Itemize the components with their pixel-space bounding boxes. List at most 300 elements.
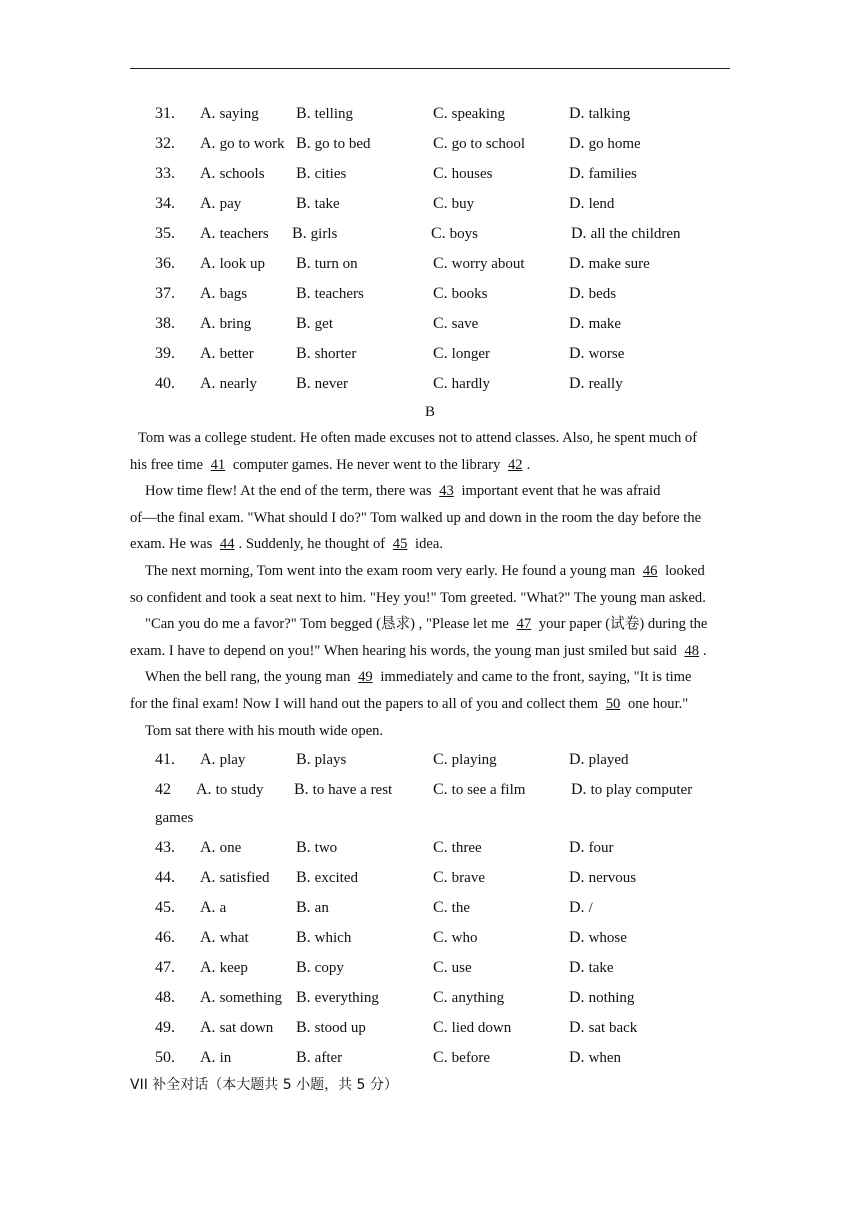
option-letter: A. xyxy=(200,165,216,182)
option-letter: A. xyxy=(200,255,216,272)
option-text: talking xyxy=(588,106,631,122)
option-letter: B. xyxy=(296,869,311,886)
option-text: three xyxy=(451,840,482,856)
option-b xyxy=(296,345,356,363)
question-number: 32. xyxy=(155,135,175,152)
option-letter: C. xyxy=(433,195,448,212)
option-text: longer xyxy=(451,346,490,362)
option-letter: B. xyxy=(292,225,307,242)
option-a xyxy=(200,315,251,333)
blank-43: 43 xyxy=(439,483,454,500)
question-number: 48. xyxy=(155,989,175,1006)
question-number: 38. xyxy=(155,315,175,332)
option-text: to have a rest xyxy=(312,782,393,798)
option-letter: D. xyxy=(571,781,587,798)
option-a xyxy=(200,165,265,183)
question-row xyxy=(0,255,860,281)
question-number: 49. xyxy=(155,1019,175,1036)
option-a xyxy=(200,195,241,213)
question-number: 34. xyxy=(155,195,175,212)
question-number: 36. xyxy=(155,255,175,272)
option-d xyxy=(571,781,692,799)
option-letter: B. xyxy=(296,929,311,946)
option-d xyxy=(569,375,623,393)
option-letter: C. xyxy=(433,781,448,798)
option-letter: D. xyxy=(569,839,585,856)
option-text: / xyxy=(588,900,593,916)
option-text: nervous xyxy=(588,870,637,886)
question-row xyxy=(0,345,860,371)
question-number: 50. xyxy=(155,1049,175,1066)
question-number: 44. xyxy=(155,869,175,886)
question-number: 41. xyxy=(155,751,175,768)
option-text: make xyxy=(588,316,622,332)
q42-option-wrap: games xyxy=(155,810,194,826)
question-row xyxy=(0,375,860,401)
question-number: 33. xyxy=(155,165,175,182)
option-letter: A. xyxy=(200,899,216,916)
option-text: go to bed xyxy=(314,136,371,152)
blank-50: 50 xyxy=(605,695,621,712)
passage-line: Tom was a college student. He often made excuses not to attend classes. Also, he spent much of xyxy=(138,430,698,446)
blank-47: 47 xyxy=(516,616,532,633)
option-letter: B. xyxy=(296,105,311,122)
option-text: never xyxy=(314,376,348,392)
option-b xyxy=(296,899,329,917)
option-letter: D. xyxy=(569,105,585,122)
question-number: 42 xyxy=(155,781,171,798)
option-letter: B. xyxy=(296,899,311,916)
option-letter: D. xyxy=(569,285,585,302)
question-number: 43. xyxy=(155,839,175,856)
question-row xyxy=(0,869,860,895)
option-text: to play computer xyxy=(590,782,693,798)
question-number: 39. xyxy=(155,345,175,362)
option-b xyxy=(296,375,348,393)
option-text: everything xyxy=(314,990,379,1006)
question-number: 46. xyxy=(155,929,175,946)
option-text: nothing xyxy=(588,990,635,1006)
option-letter: B. xyxy=(296,135,311,152)
option-letter: C. xyxy=(433,899,448,916)
option-d xyxy=(569,105,630,123)
header-rule xyxy=(130,68,730,69)
option-text: teachers xyxy=(219,226,269,242)
option-letter: A. xyxy=(200,959,216,976)
option-d xyxy=(569,165,637,183)
option-text: get xyxy=(314,316,333,332)
option-text: who xyxy=(451,930,478,946)
option-c xyxy=(433,899,470,917)
option-text: cities xyxy=(314,166,347,182)
option-text: shorter xyxy=(314,346,357,362)
option-letter: B. xyxy=(296,165,311,182)
passage-line: so confident and took a seat next to him. "Hey you!" Tom greeted. "What?" The young man asked. xyxy=(130,589,706,606)
option-b xyxy=(292,225,337,243)
option-d xyxy=(569,959,614,977)
option-d xyxy=(569,285,616,303)
option-c xyxy=(433,839,482,857)
option-text: worry about xyxy=(451,256,525,272)
option-letter: B. xyxy=(296,1049,311,1066)
option-a xyxy=(200,225,269,243)
option-text: go to school xyxy=(451,136,526,152)
question-number: 35. xyxy=(155,225,175,242)
option-text: look up xyxy=(219,256,265,272)
option-letter: C. xyxy=(433,1019,448,1036)
option-d xyxy=(569,899,593,917)
option-letter: A. xyxy=(200,225,216,242)
option-letter: D. xyxy=(569,929,585,946)
option-a xyxy=(200,899,226,917)
question-row xyxy=(0,1049,860,1075)
option-a xyxy=(200,105,259,123)
option-a xyxy=(200,1019,273,1037)
option-letter: C. xyxy=(433,929,448,946)
option-letter: A. xyxy=(200,929,216,946)
option-c xyxy=(433,315,478,333)
option-text: an xyxy=(314,900,329,916)
option-b xyxy=(296,1019,366,1037)
option-text: turn on xyxy=(314,256,358,272)
option-c xyxy=(433,135,525,153)
option-text: schools xyxy=(219,166,265,182)
option-letter: D. xyxy=(569,989,585,1006)
option-text: buy xyxy=(451,196,475,212)
option-text: what xyxy=(219,930,249,946)
option-letter: B. xyxy=(296,1019,311,1036)
option-text: anything xyxy=(451,990,505,1006)
option-letter: A. xyxy=(200,869,216,886)
option-d xyxy=(569,929,627,947)
option-b xyxy=(296,959,344,977)
option-letter: D. xyxy=(569,255,585,272)
question-number: 45. xyxy=(155,899,175,916)
option-letter: B. xyxy=(294,781,309,798)
option-letter: D. xyxy=(571,225,587,242)
option-c xyxy=(433,285,488,303)
option-text: all the children xyxy=(590,226,681,242)
option-text: nearly xyxy=(219,376,258,392)
option-text: playing xyxy=(451,752,497,768)
option-letter: C. xyxy=(433,105,448,122)
option-text: the xyxy=(451,900,470,916)
option-letter: A. xyxy=(200,135,216,152)
option-text: stood up xyxy=(314,1020,366,1036)
option-text: go home xyxy=(588,136,641,152)
option-text: copy xyxy=(314,960,344,976)
option-d xyxy=(569,255,650,273)
question-row xyxy=(0,1019,860,1045)
option-text: girls xyxy=(310,226,338,242)
option-b xyxy=(296,839,337,857)
option-letter: A. xyxy=(200,989,216,1006)
option-text: houses xyxy=(451,166,493,182)
option-letter: B. xyxy=(296,315,311,332)
question-row xyxy=(0,751,860,777)
option-letter: A. xyxy=(200,285,216,302)
option-b xyxy=(296,105,353,123)
passage-line: The next morning, Tom went into the exam room very early. He found a young man 46 looked xyxy=(145,558,735,585)
option-b xyxy=(294,781,392,799)
option-a xyxy=(200,1049,231,1067)
option-text: worse xyxy=(588,346,625,362)
option-text: before xyxy=(451,1050,490,1066)
option-letter: A. xyxy=(200,839,216,856)
passage-line: exam. I have to depend on you!" When hearing his words, the young man just smiled but said 48 . xyxy=(130,638,735,665)
option-letter: D. xyxy=(569,751,585,768)
question-row xyxy=(0,105,860,131)
option-text: play xyxy=(219,752,246,768)
option-letter: C. xyxy=(433,1049,448,1066)
option-c xyxy=(431,225,478,243)
option-letter: B. xyxy=(296,751,311,768)
option-c xyxy=(433,751,497,769)
option-a xyxy=(200,255,265,273)
option-text: satisfied xyxy=(219,870,270,886)
question-row xyxy=(0,195,860,221)
passage-line: How time flew! At the end of the term, there was 43 important event that he was afraid xyxy=(145,478,735,505)
option-letter: A. xyxy=(200,195,216,212)
option-letter: A. xyxy=(200,315,216,332)
option-letter: A. xyxy=(200,751,216,768)
option-letter: C. xyxy=(433,751,448,768)
passage-line: exam. He was 44 . Suddenly, he thought of 45 idea. xyxy=(130,531,735,558)
question-number: 31. xyxy=(155,105,175,122)
option-c xyxy=(433,165,493,183)
option-text: make sure xyxy=(588,256,650,272)
option-b xyxy=(296,929,351,947)
option-letter: A. xyxy=(200,105,216,122)
option-d xyxy=(569,869,636,887)
blank-48: 48 xyxy=(684,642,700,659)
option-d xyxy=(569,345,624,363)
option-text: boys xyxy=(449,226,479,242)
question-row xyxy=(0,225,860,251)
blank-46: 46 xyxy=(642,562,658,579)
option-b xyxy=(296,255,358,273)
option-a xyxy=(196,781,264,799)
option-letter: A. xyxy=(200,1049,216,1066)
option-letter: D. xyxy=(569,195,585,212)
blank-42: 42 xyxy=(507,456,523,473)
option-text: bags xyxy=(219,286,248,302)
option-c xyxy=(433,195,474,213)
section-vii-heading: VII 补全对话（本大题共 5 小题，共 5 分） xyxy=(130,1077,398,1093)
option-text: keep xyxy=(219,960,248,976)
passage-line: Tom sat there with his mouth wide open. xyxy=(145,722,384,739)
option-c xyxy=(433,345,490,363)
option-a xyxy=(200,839,241,857)
option-letter: D. xyxy=(569,1019,585,1036)
option-text: saying xyxy=(219,106,259,122)
option-text: four xyxy=(588,840,614,856)
option-text: a xyxy=(219,900,227,916)
option-text: when xyxy=(588,1050,622,1066)
option-text: sat back xyxy=(588,1020,638,1036)
blank-45: 45 xyxy=(392,536,408,553)
passage-line: "Can you do me a favor?" Tom begged (恳求) , "Please let me 47 your paper (试卷) during the xyxy=(145,611,735,638)
option-text: sat down xyxy=(219,1020,274,1036)
option-letter: A. xyxy=(200,375,216,392)
option-text: lend xyxy=(588,196,615,212)
option-d xyxy=(569,195,614,213)
blank-44: 44 xyxy=(219,536,235,553)
option-b xyxy=(296,285,364,303)
option-c xyxy=(433,105,505,123)
option-text: take xyxy=(314,196,340,212)
option-letter: B. xyxy=(296,375,311,392)
question-row xyxy=(0,839,860,865)
option-b xyxy=(296,989,379,1007)
question-row xyxy=(0,989,860,1015)
option-text: played xyxy=(588,752,629,768)
option-a xyxy=(200,751,245,769)
blank-49: 49 xyxy=(358,669,373,686)
option-letter: C. xyxy=(433,285,448,302)
option-letter: C. xyxy=(431,225,446,242)
option-letter: C. xyxy=(433,839,448,856)
option-c xyxy=(433,255,525,273)
option-letter: B. xyxy=(296,959,311,976)
passage-line: his free time 41 computer games. He never went to the library 42 . xyxy=(130,452,735,479)
option-text: better xyxy=(219,346,254,362)
option-letter: C. xyxy=(433,375,448,392)
option-text: books xyxy=(451,286,488,302)
option-letter: D. xyxy=(569,959,585,976)
option-text: speaking xyxy=(451,106,505,122)
option-c xyxy=(433,869,485,887)
option-text: beds xyxy=(588,286,617,302)
option-letter: C. xyxy=(433,255,448,272)
option-a xyxy=(200,929,249,947)
question-row xyxy=(0,165,860,191)
option-text: to study xyxy=(215,782,264,798)
option-d xyxy=(569,1019,637,1037)
option-a xyxy=(200,285,247,303)
option-text: pay xyxy=(219,196,242,212)
option-d xyxy=(569,989,634,1007)
option-b xyxy=(296,751,346,769)
option-letter: B. xyxy=(296,989,311,1006)
option-text: telling xyxy=(314,106,353,122)
option-d xyxy=(569,839,614,857)
section-heading-b: B xyxy=(424,404,435,420)
question-number: 40. xyxy=(155,375,175,392)
option-b xyxy=(296,315,333,333)
option-letter: D. xyxy=(569,869,585,886)
option-text: excited xyxy=(314,870,358,886)
option-a xyxy=(200,375,257,393)
option-c xyxy=(433,781,525,799)
option-a xyxy=(200,959,248,977)
question-row xyxy=(0,135,860,161)
option-letter: B. xyxy=(296,255,311,272)
option-letter: A. xyxy=(200,1019,216,1036)
option-letter: C. xyxy=(433,135,448,152)
option-letter: D. xyxy=(569,375,585,392)
option-a xyxy=(200,135,285,153)
option-text: teachers xyxy=(314,286,364,302)
option-text: hardly xyxy=(451,376,490,392)
option-letter: D. xyxy=(569,135,585,152)
question-row xyxy=(0,285,860,311)
option-text: whose xyxy=(588,930,627,946)
option-text: save xyxy=(451,316,479,332)
option-d xyxy=(569,135,641,153)
option-text: plays xyxy=(314,752,347,768)
option-b xyxy=(296,195,340,213)
option-text: something xyxy=(219,990,283,1006)
option-letter: B. xyxy=(296,285,311,302)
option-a xyxy=(200,345,254,363)
option-letter: D. xyxy=(569,315,585,332)
option-text: use xyxy=(451,960,472,976)
option-letter: D. xyxy=(569,899,585,916)
option-letter: C. xyxy=(433,959,448,976)
question-number: 47. xyxy=(155,959,175,976)
option-letter: B. xyxy=(296,195,311,212)
question-row xyxy=(0,899,860,925)
option-a xyxy=(200,869,270,887)
passage-line: for the final exam! Now I will hand out the papers to all of you and collect them 50 one hour." xyxy=(130,691,735,718)
option-b xyxy=(296,869,358,887)
option-d xyxy=(569,1049,621,1067)
option-text: brave xyxy=(451,870,485,886)
option-c xyxy=(433,959,472,977)
option-letter: B. xyxy=(296,839,311,856)
option-text: lied down xyxy=(451,1020,512,1036)
option-c xyxy=(433,1019,511,1037)
option-letter: D. xyxy=(569,165,585,182)
option-letter: C. xyxy=(433,345,448,362)
option-text: really xyxy=(588,376,623,392)
option-letter: D. xyxy=(569,345,585,362)
passage-line: When the bell rang, the young man 49 immediately and came to the front, saying, "It is time xyxy=(145,664,735,691)
option-b xyxy=(296,1049,342,1067)
option-text: bring xyxy=(219,316,252,332)
option-text: families xyxy=(588,166,637,182)
option-letter: C. xyxy=(433,315,448,332)
option-text: take xyxy=(588,960,614,976)
option-d xyxy=(569,751,629,769)
question-row xyxy=(0,929,860,955)
option-letter: C. xyxy=(433,989,448,1006)
option-letter: B. xyxy=(296,345,311,362)
option-b xyxy=(296,165,346,183)
option-c xyxy=(433,929,478,947)
option-letter: C. xyxy=(433,869,448,886)
option-text: in xyxy=(219,1050,232,1066)
option-d xyxy=(569,315,621,333)
option-d xyxy=(571,225,681,243)
option-letter: D. xyxy=(569,1049,585,1066)
option-letter: C. xyxy=(433,165,448,182)
option-c xyxy=(433,375,490,393)
option-letter: A. xyxy=(196,781,212,798)
option-text: one xyxy=(219,840,242,856)
option-text: two xyxy=(314,840,338,856)
option-text: which xyxy=(314,930,352,946)
option-c xyxy=(433,1049,490,1067)
option-text: after xyxy=(314,1050,343,1066)
question-number: 37. xyxy=(155,285,175,302)
passage-line: of—the final exam. "What should I do?" Tom walked up and down in the room the day before the xyxy=(130,509,702,526)
question-row xyxy=(0,781,860,807)
option-c xyxy=(433,989,504,1007)
option-b xyxy=(296,135,371,153)
option-a xyxy=(200,989,282,1007)
